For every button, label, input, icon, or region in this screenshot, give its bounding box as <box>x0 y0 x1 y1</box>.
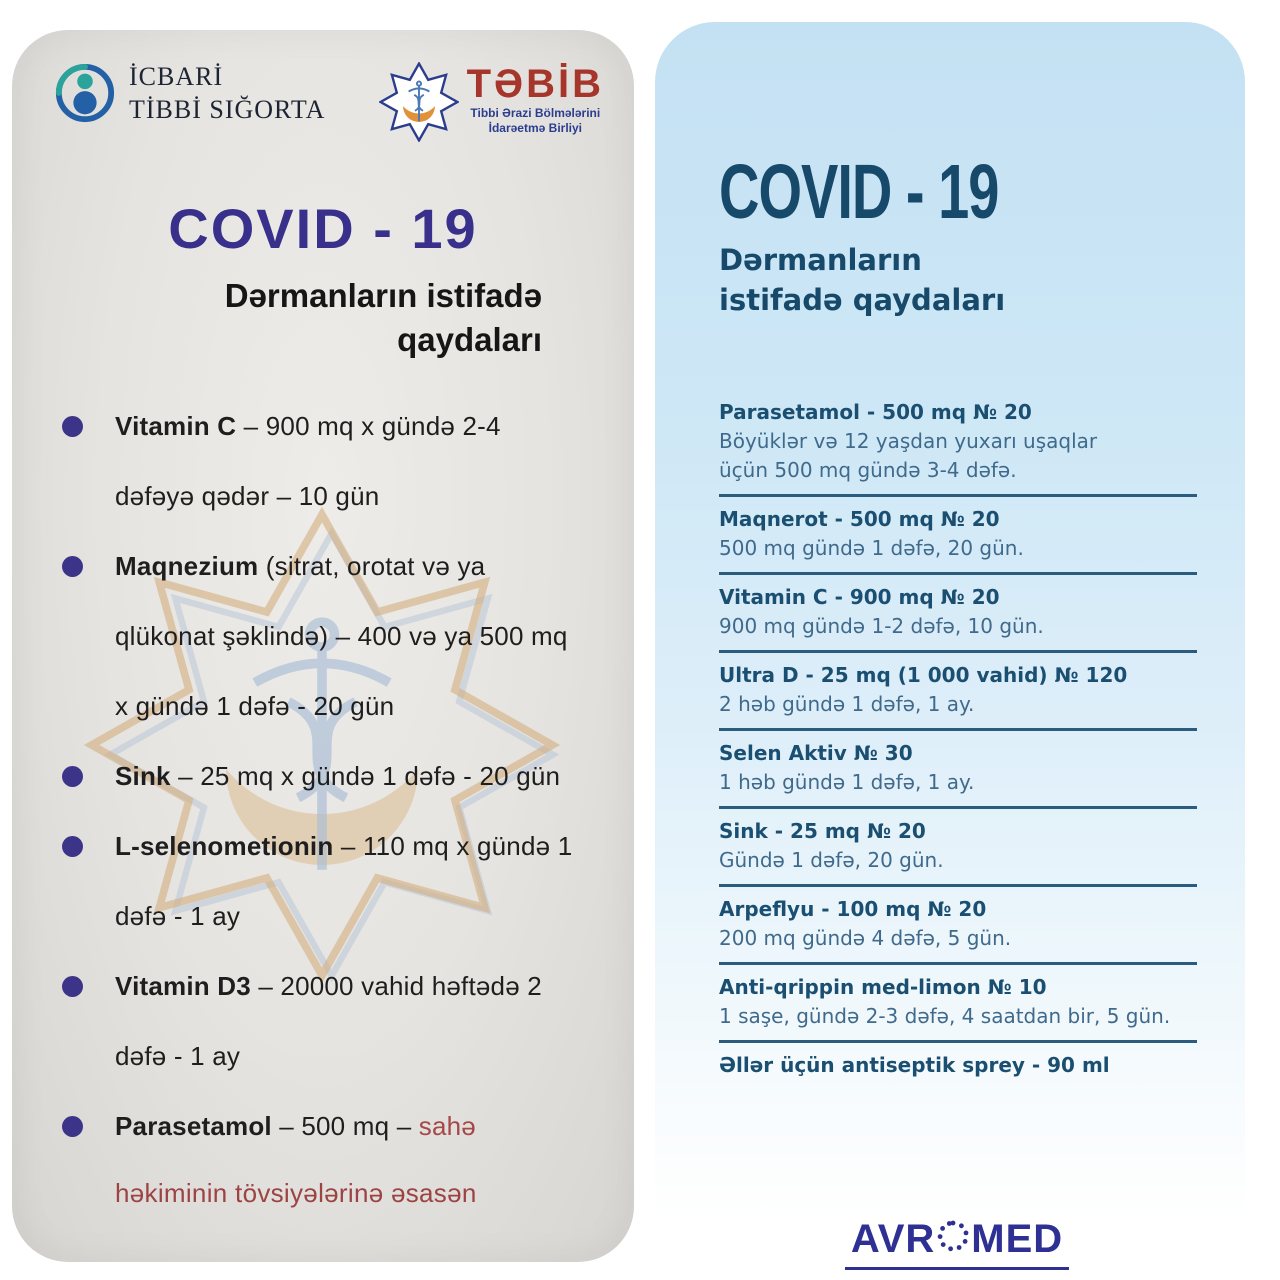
list-item: Parasetamol – 500 mq – sahə <box>62 1108 634 1145</box>
list-item: Parasetamol - 500 mq № 20 Böyüklər və 12 yaşdan yuxarı uşaqlar üçün 500 mq gündə 3-4 dəfə. <box>719 390 1197 497</box>
left-medication-list <box>12 408 634 1145</box>
list-item: Anti-qrippin med-limon № 10 1 saşe, gündə 2-3 dəfə, 4 saatdan bir, 5 gün. <box>719 965 1197 1043</box>
avromed-logo <box>845 1217 1069 1270</box>
right-covid-title: COVID - 19 <box>719 147 999 235</box>
right-medication-list <box>719 390 1197 1089</box>
left-covid-title: COVID - 19 <box>168 197 478 260</box>
list-item-continuation: x gündə 1 dəfə - 20 gün <box>115 691 395 721</box>
list-item: Əllər üçün antiseptik sprey - 90 ml <box>719 1053 1110 1077</box>
tebib-logo <box>379 62 604 142</box>
list-item: Sink - 25 mq № 20 Gündə 1 dəfə, 20 gün. <box>719 809 1197 887</box>
icbari-logo-line2: TİBBİ SIĞORTA <box>129 95 326 124</box>
list-item: Ultra D - 25 mq (1 000 vahid) № 120 2 həb gündə 1 dəfə, 1 ay. <box>719 653 1197 731</box>
left-subtitle <box>12 274 634 362</box>
list-item: Arpeflyu - 100 mq № 20 200 mq gündə 4 dəfə, 5 gün. <box>719 887 1197 965</box>
icbari-logo <box>54 60 325 126</box>
list-item: Maqnezium (sitrat, orotat və ya <box>62 548 634 585</box>
list-item: Sink – 25 mq x gündə 1 dəfə - 20 gün <box>62 758 634 795</box>
left-subtitle-line2: qaydaları <box>397 321 542 358</box>
list-item-continuation: qlükonat şəklində) – 400 və ya 500 mq <box>115 621 568 651</box>
left-footer-red-note: həkiminin tövsiyələrinə əsasən <box>115 1178 477 1208</box>
avromed-dotted-o-icon <box>936 1218 970 1263</box>
left-subtitle-line1: Dərmanların istifadə <box>224 277 542 314</box>
icbari-logo-line1: İCBARİ <box>129 62 224 91</box>
list-item-continuation: dəfə - 1 ay <box>115 1041 241 1071</box>
list-item: Vitamin C – 900 mq x gündə 2-4 <box>62 408 634 445</box>
tebib-logo-subtitle1: Tibbi Ərazi Bölmələrini <box>470 106 601 120</box>
tebib-logo-name: TƏBİB <box>466 62 604 106</box>
left-poster-panel <box>12 30 634 1262</box>
avromed-logo-part1: AVR <box>850 1217 936 1261</box>
right-subtitle-line1: Dərmanların <box>719 243 922 277</box>
list-item: Vitamin C - 900 mq № 20 900 mq gündə 1-2 dəfə, 10 gün. <box>719 575 1197 653</box>
list-item-continuation: dəfəyə qədər – 10 gün <box>115 481 380 511</box>
tebib-star-icon <box>379 62 459 142</box>
tebib-logo-subtitle2: İdarəetmə Birliyi <box>488 121 582 135</box>
right-subtitle-line2: istifadə qaydaları <box>719 283 1006 317</box>
avromed-logo-part2: MED <box>971 1217 1064 1261</box>
list-item: Vitamin D3 – 20000 vahid həftədə 2 <box>62 968 634 1005</box>
right-subtitle <box>719 240 1195 320</box>
list-item-continuation: dəfə - 1 ay <box>115 901 241 931</box>
list-item: Selen Aktiv № 30 1 həb gündə 1 dəfə, 1 ay. <box>719 731 1197 809</box>
list-item: Maqnerot - 500 mq № 20 500 mq gündə 1 dəfə, 20 gün. <box>719 497 1197 575</box>
list-item: L-selenometionin – 110 mq x gündə 1 <box>62 828 634 865</box>
icbari-circle-icon <box>54 62 116 124</box>
left-logos-row <box>12 30 634 142</box>
right-infographic-panel <box>655 22 1245 1280</box>
